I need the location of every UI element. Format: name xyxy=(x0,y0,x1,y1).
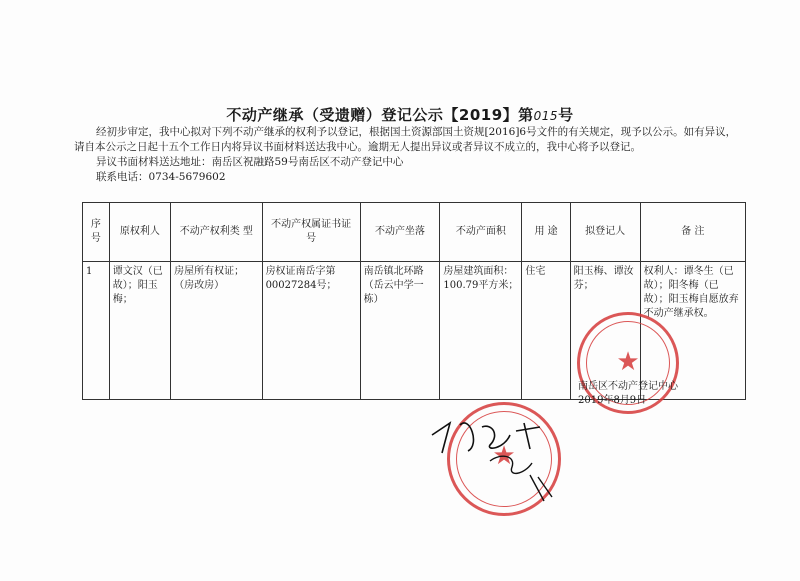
header-cell: 不动产面积 xyxy=(440,203,522,262)
header-cell: 用 途 xyxy=(522,203,570,262)
header-cell: 不动产权属证书证 号 xyxy=(262,203,360,262)
header-cell: 不动产权利类 型 xyxy=(171,203,262,262)
notice-body xyxy=(74,125,746,185)
cell-location: 南岳镇北环路（岳云中学一栋） xyxy=(360,262,440,400)
issuer-name: 南岳区不动产登记中心 xyxy=(578,381,678,392)
contact-phone: 联系电话：0734-5679602 xyxy=(96,171,226,183)
cell-certificate-no: 房权证南岳字第00027284号； xyxy=(262,262,360,400)
official-seal-icon: ★ xyxy=(577,312,679,414)
objection-address: 异议书面材料送达地址：南岳区祝融路59号南岳区不动产登记中心 xyxy=(96,156,404,168)
issuer-block xyxy=(578,380,678,408)
cell-serial: 1 xyxy=(83,262,110,400)
registration-seal-icon: ★ xyxy=(447,402,561,516)
header-cell: 原权利人 xyxy=(109,203,170,262)
header-cell: 备 注 xyxy=(640,203,745,262)
page-title xyxy=(0,104,800,125)
header-cell: 不动产坐落 xyxy=(360,203,440,262)
issue-date: 2019年8月9日 xyxy=(578,395,647,406)
cell-usage: 住宅 xyxy=(522,262,570,400)
title-main: 不动产继承（受遗赠）登记公示【2019】第 xyxy=(226,106,534,124)
header-cell: 序号 xyxy=(83,203,110,262)
cell-proposed-registrant: 阳玉梅、谭汝芬； xyxy=(570,262,640,400)
table-header-row xyxy=(83,203,746,262)
title-number: 015 xyxy=(533,109,559,123)
cell-original-owner: 谭文汉（已故）；阳玉梅； xyxy=(109,262,170,400)
cell-area: 房屋建筑面积：100.79平方米； xyxy=(440,262,522,400)
notice-paragraph: 经初步审定，我中心拟对下列不动产继承的权利予以登记，根据国土资源部国土资规[2016]6号文件的有关规定，现予以公示。如有异议，请自本公示之日起十五个工作日内将异议书面材料送达我中心。逾期无人提出异议或者异议不成立的，我中心将予以登记。 xyxy=(74,126,737,153)
handwritten-signature-icon xyxy=(420,405,570,505)
cell-remarks: 权利人：谭冬生（已故）；阳冬梅（已故）；阳玉梅自愿放弃不动产继承权。 xyxy=(640,262,745,400)
cell-right-type: 房屋所有权证；（房改房） xyxy=(171,262,262,400)
title-suffix: 号 xyxy=(558,106,574,124)
header-cell: 拟登记人 xyxy=(570,203,640,262)
